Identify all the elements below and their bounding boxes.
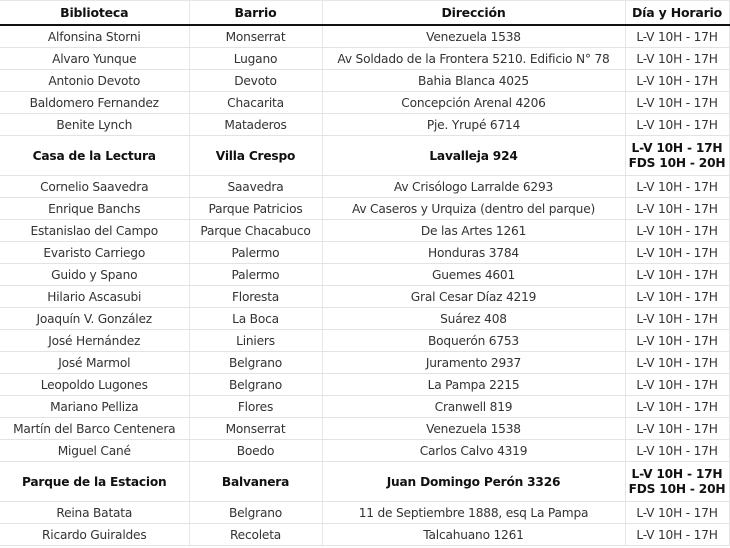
table-row bbox=[0, 418, 729, 440]
cell-horario bbox=[625, 25, 729, 48]
cell-biblioteca: Estanislao del Campo bbox=[0, 220, 189, 242]
horario-line: L-V 10H - 17H bbox=[636, 245, 718, 260]
cell-direccion: Talcahuano 1261 bbox=[322, 524, 625, 546]
cell-barrio: Flores bbox=[189, 396, 322, 418]
horario-line: L-V 10H - 17H bbox=[636, 355, 718, 370]
header-direccion: Dirección bbox=[322, 1, 625, 26]
cell-biblioteca: Mariano Pelliza bbox=[0, 396, 189, 418]
table-row bbox=[0, 374, 729, 396]
cell-biblioteca: Baldomero Fernandez bbox=[0, 92, 189, 114]
cell-direccion: Concepción Arenal 4206 bbox=[322, 92, 625, 114]
cell-horario bbox=[625, 136, 729, 176]
table-row bbox=[0, 70, 729, 92]
header-row bbox=[0, 1, 729, 26]
cell-barrio: Chacarita bbox=[189, 92, 322, 114]
table-row bbox=[0, 48, 729, 70]
horario-line: FDS 10H - 20H bbox=[628, 155, 726, 170]
table-row bbox=[0, 92, 729, 114]
horario-line: L-V 10H - 17H bbox=[636, 399, 718, 414]
table-row bbox=[0, 176, 729, 198]
cell-biblioteca: José Marmol bbox=[0, 352, 189, 374]
cell-barrio: La Boca bbox=[189, 308, 322, 330]
cell-barrio: Devoto bbox=[189, 70, 322, 92]
cell-horario bbox=[625, 198, 729, 220]
cell-biblioteca: Cornelio Saavedra bbox=[0, 176, 189, 198]
horario-line: L-V 10H - 17H bbox=[636, 333, 718, 348]
cell-horario bbox=[625, 70, 729, 92]
cell-biblioteca: Guido y Spano bbox=[0, 264, 189, 286]
table-row bbox=[0, 330, 729, 352]
cell-direccion: Boquerón 6753 bbox=[322, 330, 625, 352]
cell-direccion: Pje. Yrupé 6714 bbox=[322, 114, 625, 136]
cell-barrio: Villa Crespo bbox=[189, 136, 322, 176]
table-row bbox=[0, 462, 729, 502]
table-row bbox=[0, 220, 729, 242]
cell-barrio: Boedo bbox=[189, 440, 322, 462]
cell-biblioteca: Joaquín V. González bbox=[0, 308, 189, 330]
cell-direccion: Av Soldado de la Frontera 5210. Edificio N° 78 bbox=[322, 48, 625, 70]
cell-horario bbox=[625, 330, 729, 352]
cell-biblioteca: Parque de la Estacion bbox=[0, 462, 189, 502]
cell-barrio: Lugano bbox=[189, 48, 322, 70]
table-row bbox=[0, 286, 729, 308]
cell-barrio: Parque Chacabuco bbox=[189, 220, 322, 242]
horario-line: L-V 10H - 17H bbox=[636, 443, 718, 458]
cell-direccion: Carlos Calvo 4319 bbox=[322, 440, 625, 462]
cell-direccion: De las Artes 1261 bbox=[322, 220, 625, 242]
cell-horario bbox=[625, 176, 729, 198]
horario-line: L-V 10H - 17H bbox=[636, 117, 718, 132]
cell-barrio: Balvanera bbox=[189, 462, 322, 502]
cell-barrio: Recoleta bbox=[189, 524, 322, 546]
cell-horario bbox=[625, 524, 729, 546]
header-biblioteca: Biblioteca bbox=[0, 1, 189, 26]
cell-direccion: Juan Domingo Perón 3326 bbox=[322, 462, 625, 502]
table-row bbox=[0, 352, 729, 374]
horario-line: L-V 10H - 17H bbox=[636, 223, 718, 238]
header-barrio: Barrio bbox=[189, 1, 322, 26]
cell-biblioteca: Enrique Banchs bbox=[0, 198, 189, 220]
horario-line: L-V 10H - 17H bbox=[636, 527, 718, 542]
table-row bbox=[0, 198, 729, 220]
cell-barrio: Monserrat bbox=[189, 25, 322, 48]
cell-barrio: Monserrat bbox=[189, 418, 322, 440]
horario-line: L-V 10H - 17H bbox=[636, 51, 718, 66]
horario-line: L-V 10H - 17H bbox=[636, 421, 718, 436]
cell-barrio: Palermo bbox=[189, 242, 322, 264]
cell-horario bbox=[625, 374, 729, 396]
cell-horario bbox=[625, 264, 729, 286]
horario-line: L-V 10H - 17H bbox=[636, 267, 718, 282]
cell-horario bbox=[625, 114, 729, 136]
table-row bbox=[0, 114, 729, 136]
cell-barrio: Belgrano bbox=[189, 374, 322, 396]
cell-barrio: Liniers bbox=[189, 330, 322, 352]
cell-biblioteca: Evaristo Carriego bbox=[0, 242, 189, 264]
horario-line: L-V 10H - 17H bbox=[636, 179, 718, 194]
cell-horario bbox=[625, 220, 729, 242]
cell-horario bbox=[625, 308, 729, 330]
horario-line: L-V 10H - 17H bbox=[631, 466, 723, 481]
horario-line: L-V 10H - 17H bbox=[636, 29, 718, 44]
cell-barrio: Floresta bbox=[189, 286, 322, 308]
cell-biblioteca: José Hernández bbox=[0, 330, 189, 352]
table-body bbox=[0, 25, 729, 546]
cell-direccion: Lavalleja 924 bbox=[322, 136, 625, 176]
cell-direccion: Suárez 408 bbox=[322, 308, 625, 330]
table-row bbox=[0, 136, 729, 176]
cell-horario bbox=[625, 440, 729, 462]
cell-biblioteca: Miguel Cané bbox=[0, 440, 189, 462]
cell-direccion: Gral Cesar Díaz 4219 bbox=[322, 286, 625, 308]
cell-barrio: Palermo bbox=[189, 264, 322, 286]
cell-direccion: Venezuela 1538 bbox=[322, 25, 625, 48]
cell-biblioteca: Reina Batata bbox=[0, 502, 189, 524]
cell-horario bbox=[625, 352, 729, 374]
table-row bbox=[0, 25, 729, 48]
horario-line: L-V 10H - 17H bbox=[631, 140, 723, 155]
horario-line: L-V 10H - 17H bbox=[636, 311, 718, 326]
cell-biblioteca: Hilario Ascasubi bbox=[0, 286, 189, 308]
horario-line: L-V 10H - 17H bbox=[636, 289, 718, 304]
cell-direccion: Honduras 3784 bbox=[322, 242, 625, 264]
cell-biblioteca: Alfonsina Storni bbox=[0, 25, 189, 48]
cell-barrio: Parque Patricios bbox=[189, 198, 322, 220]
cell-direccion: Cranwell 819 bbox=[322, 396, 625, 418]
cell-direccion: La Pampa 2215 bbox=[322, 374, 625, 396]
table-row bbox=[0, 524, 729, 546]
table-row bbox=[0, 396, 729, 418]
cell-direccion: Av Caseros y Urquiza (dentro del parque) bbox=[322, 198, 625, 220]
cell-horario bbox=[625, 502, 729, 524]
cell-horario bbox=[625, 396, 729, 418]
cell-biblioteca: Benite Lynch bbox=[0, 114, 189, 136]
cell-horario bbox=[625, 462, 729, 502]
horario-line: FDS 10H - 20H bbox=[628, 481, 726, 496]
cell-barrio: Belgrano bbox=[189, 502, 322, 524]
table-row bbox=[0, 242, 729, 264]
cell-barrio: Saavedra bbox=[189, 176, 322, 198]
cell-biblioteca: Casa de la Lectura bbox=[0, 136, 189, 176]
table-row bbox=[0, 502, 729, 524]
horario-line: L-V 10H - 17H bbox=[636, 377, 718, 392]
table-row bbox=[0, 308, 729, 330]
cell-horario bbox=[625, 242, 729, 264]
cell-direccion: Juramento 2937 bbox=[322, 352, 625, 374]
cell-horario bbox=[625, 418, 729, 440]
cell-biblioteca: Leopoldo Lugones bbox=[0, 374, 189, 396]
cell-horario bbox=[625, 92, 729, 114]
horario-line: L-V 10H - 17H bbox=[636, 201, 718, 216]
header-horario: Día y Horario bbox=[625, 1, 729, 26]
cell-barrio: Mataderos bbox=[189, 114, 322, 136]
cell-direccion: 11 de Septiembre 1888, esq La Pampa bbox=[322, 502, 625, 524]
horario-line: L-V 10H - 17H bbox=[636, 505, 718, 520]
cell-biblioteca: Ricardo Guiraldes bbox=[0, 524, 189, 546]
cell-direccion: Av Crisólogo Larralde 6293 bbox=[322, 176, 625, 198]
cell-biblioteca: Alvaro Yunque bbox=[0, 48, 189, 70]
cell-direccion: Venezuela 1538 bbox=[322, 418, 625, 440]
cell-horario bbox=[625, 48, 729, 70]
cell-direccion: Bahia Blanca 4025 bbox=[322, 70, 625, 92]
cell-horario bbox=[625, 286, 729, 308]
table-row bbox=[0, 440, 729, 462]
cell-biblioteca: Martín del Barco Centenera bbox=[0, 418, 189, 440]
horario-line: L-V 10H - 17H bbox=[636, 95, 718, 110]
cell-biblioteca: Antonio Devoto bbox=[0, 70, 189, 92]
table-row bbox=[0, 264, 729, 286]
horario-line: L-V 10H - 17H bbox=[636, 73, 718, 88]
cell-direccion: Guemes 4601 bbox=[322, 264, 625, 286]
cell-barrio: Belgrano bbox=[189, 352, 322, 374]
